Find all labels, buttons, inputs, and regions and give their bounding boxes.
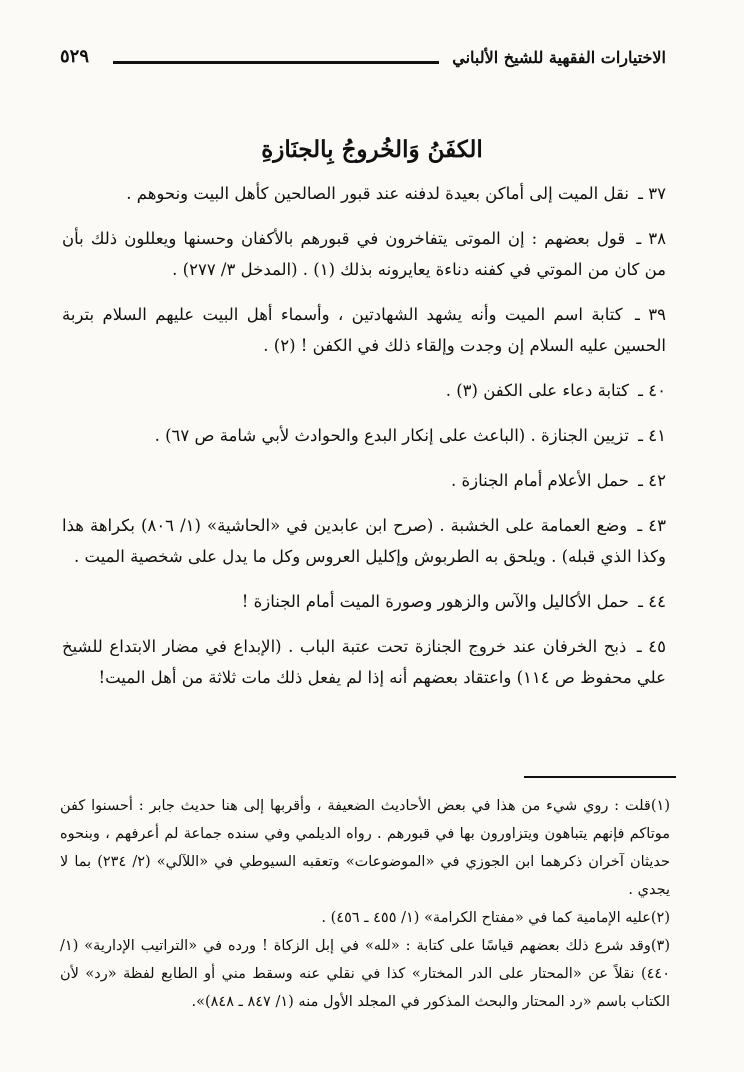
paragraph-text: حمل الأكاليل والآس والزهور وصورة الميت أمام الجنازة ! — [241, 592, 629, 611]
paragraph-text: حمل الأعلام أمام الجنازة . — [451, 471, 629, 490]
footnote-text: عليه الإمامية كما في «مفتاح الكرامة» (١/ ٤٥٥ ـ ٤٥٦) . — [321, 910, 651, 926]
footnote-mark: (٢) — [650, 910, 670, 926]
paragraph-number: ٤٠ ـ — [638, 381, 666, 400]
footnote-separator — [524, 776, 676, 778]
footnote-2 — [60, 904, 670, 932]
paragraph-number: ٣٧ ـ — [638, 184, 666, 203]
paragraph-41 — [62, 420, 666, 451]
paragraph-text: نقل الميت إلى أماكن بعيدة لدفنه عند قبور الصالحين كأهل البيت ونحوهم . — [126, 184, 629, 203]
paragraph-text: كتابة دعاء على الكفن (٣) . — [445, 381, 629, 400]
footnote-mark: (١) — [650, 798, 670, 814]
paragraph-43 — [62, 510, 666, 572]
paragraph-number: ٤٢ ـ — [638, 471, 666, 490]
paragraph-44 — [62, 586, 666, 617]
footnote-mark: (٣) — [650, 938, 670, 954]
paragraph-number: ٤٥ ـ — [636, 637, 666, 656]
paragraph-38 — [62, 223, 666, 285]
paragraph-text: كتابة اسم الميت وأنه يشهد الشهادتين ، وأسماء أهل البيت عليهم السلام بتربة الحسين عليه السلام إن وجدت وإلقاء ذلك في الكفن ! (٢) . — [62, 305, 666, 355]
page-number: ٥٢٩ — [60, 46, 90, 67]
body-text — [62, 178, 666, 707]
paragraph-number: ٤١ ـ — [638, 426, 666, 445]
paragraph-42 — [62, 465, 666, 496]
paragraph-40 — [62, 375, 666, 406]
paragraph-45 — [62, 631, 666, 693]
paragraph-number: ٣٨ ـ — [636, 229, 666, 248]
footnote-1 — [60, 792, 670, 904]
footnote-text: وقد شرع ذلك بعضهم قياسًا على كتابة : «لله» في إبل الزكاة ! ورده في «التراتيب الإدارية» (١/ ٤٤٠) نقلاً عن «المحتار على الدر المختار» كذا في نقلي عنه وسقط مني أو الطابع لفظة «رد» لأن الكتاب باسم «رد المحتار والبحث المذكور في المجلد الأول منه (١/ ٨٤٧ ـ ٨٤٨)». — [60, 938, 670, 1010]
paragraph-number: ٣٩ ـ — [635, 305, 666, 324]
header-rule — [113, 61, 439, 64]
paragraph-number: ٤٤ ـ — [638, 592, 666, 611]
paragraph-text: ذبح الخرفان عند خروج الجنازة تحت عتبة الباب . (الإبداع في مضار الابتداع للشيخ علي محفوظ ص ١١٤) واعتقاد بعضهم أنه إذا لم يفعل ذلك مات ثلاثة من أهل الميت! — [62, 637, 666, 687]
paragraph-number: ٤٣ ـ — [637, 516, 666, 535]
paragraph-text: قول بعضهم : إن الموتى يتفاخرون في قبورهم بالأكفان وحسنها ويعللون ذلك بأن من كان من الموتي في كفنه دناءة يعايرونه بذلك (١) . (المدخل ٣/ ٢٧٧) . — [62, 229, 666, 279]
footnotes — [60, 792, 670, 1016]
footnote-text: قلت : روي شيء من هذا في بعض الأحاديث الضعيفة ، وأقربها إلى هنا حديث جابر : أحسنوا كفن موتاكم فإنهم يتباهون ويتزاورون بها في قبورهم . رواه الديلمي وفي سنده جماعة لم أعرفهم ، وبنحوه حديثان آخران ذكرهما ابن الجوزي في «الموضوعات» وتعقبه السيوطي في «اللآلي» (٢/ ٢٣٤) بما لا يجدي . — [60, 798, 670, 898]
footnote-3 — [60, 932, 670, 1016]
paragraph-39 — [62, 299, 666, 361]
section-title: الكفَنُ وَالخُروجُ بِالجنَازةِ — [261, 136, 483, 163]
paragraph-37 — [62, 178, 666, 209]
paragraph-text: تزيين الجنازة . (الباعث على إنكار البدع والحوادث لأبي شامة ص ٦٧) . — [154, 426, 629, 445]
running-title: الاختيارات الفقهية للشيخ الألباني — [452, 48, 666, 67]
paragraph-text: وضع العمامة على الخشبة . (صرح ابن عابدين في «الحاشية» (١/ ٨٠٦) بكراهة هذا وكذا الذي قبله) . ويلحق به الطربوش وإكليل العروس وكل ما يدل على شخصية الميت . — [62, 516, 666, 566]
